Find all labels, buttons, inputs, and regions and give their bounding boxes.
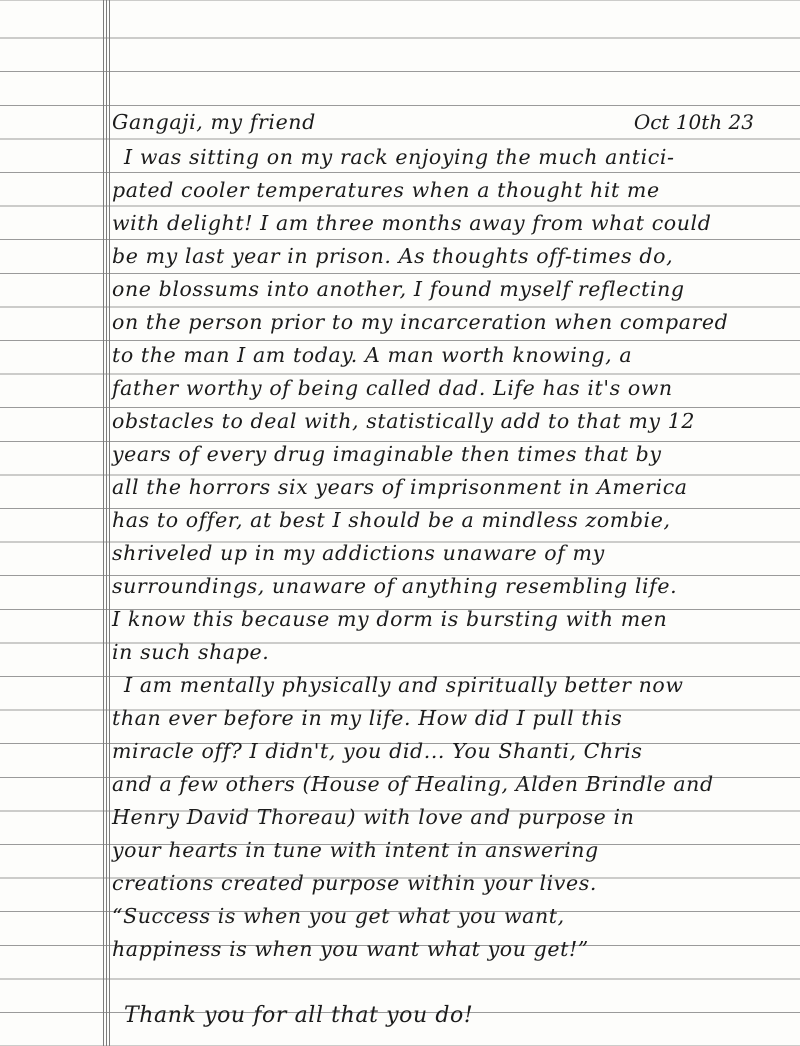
- margin-line: [106, 0, 107, 1046]
- letter-line: and a few others (House of Healing, Alden Brindle and: [112, 772, 714, 796]
- letter-line: than ever before in my life. How did I pull this: [112, 706, 623, 730]
- letter-line: I am mentally physically and spiritually better now: [124, 673, 684, 697]
- letter-line: Henry David Thoreau) with love and purpose in: [112, 805, 635, 829]
- closing-line: Thank you for all that you do!: [124, 1003, 474, 1028]
- letter-line: to the man I am today. A man worth knowing, a: [112, 343, 633, 367]
- letter-line: I was sitting on my rack enjoying the much antici-: [124, 145, 675, 169]
- letter-line: miracle off? I didn't, you did... You Shanti, Chris: [112, 739, 643, 763]
- letter-line: be my last year in prison. As thoughts off-times do,: [112, 244, 674, 268]
- letter-line: I know this because my dorm is bursting with men: [112, 607, 668, 631]
- letter-date: Oct 10th 23: [633, 110, 754, 134]
- letter-line: in such shape.: [112, 640, 270, 664]
- letter-line: “Success is when you get what you want,: [112, 904, 565, 928]
- letter-line: happiness is when you want what you get!”: [112, 937, 589, 961]
- letter-line: years of every drug imaginable then times that by: [112, 442, 662, 466]
- letter-line: surroundings, unaware of anything resembling life.: [112, 574, 678, 598]
- margin-line: [109, 0, 110, 1046]
- margin-line: [103, 0, 104, 1046]
- letter-line: your hearts in tune with intent in answering: [112, 838, 599, 862]
- letter-line: one blossums into another, I found myself reflecting: [112, 277, 685, 301]
- letter-line: obstacles to deal with, statistically add to that my 12: [112, 409, 695, 433]
- letter-line: on the person prior to my incarceration when compared: [112, 310, 729, 334]
- letter-line: pated cooler temperatures when a thought hit me: [112, 178, 660, 202]
- letter-line: father worthy of being called dad. Life has it's own: [112, 376, 673, 400]
- letter-line: all the horrors six years of imprisonment in America: [112, 475, 688, 499]
- letter-line: creations created purpose within your lives.: [112, 871, 597, 895]
- salutation: Gangaji, my friend: [112, 110, 316, 134]
- letter-line: has to offer, at best I should be a mindless zombie,: [112, 508, 671, 532]
- letter-line: with delight! I am three months away from what could: [112, 211, 712, 235]
- letter-line: shriveled up in my addictions unaware of my: [112, 541, 605, 565]
